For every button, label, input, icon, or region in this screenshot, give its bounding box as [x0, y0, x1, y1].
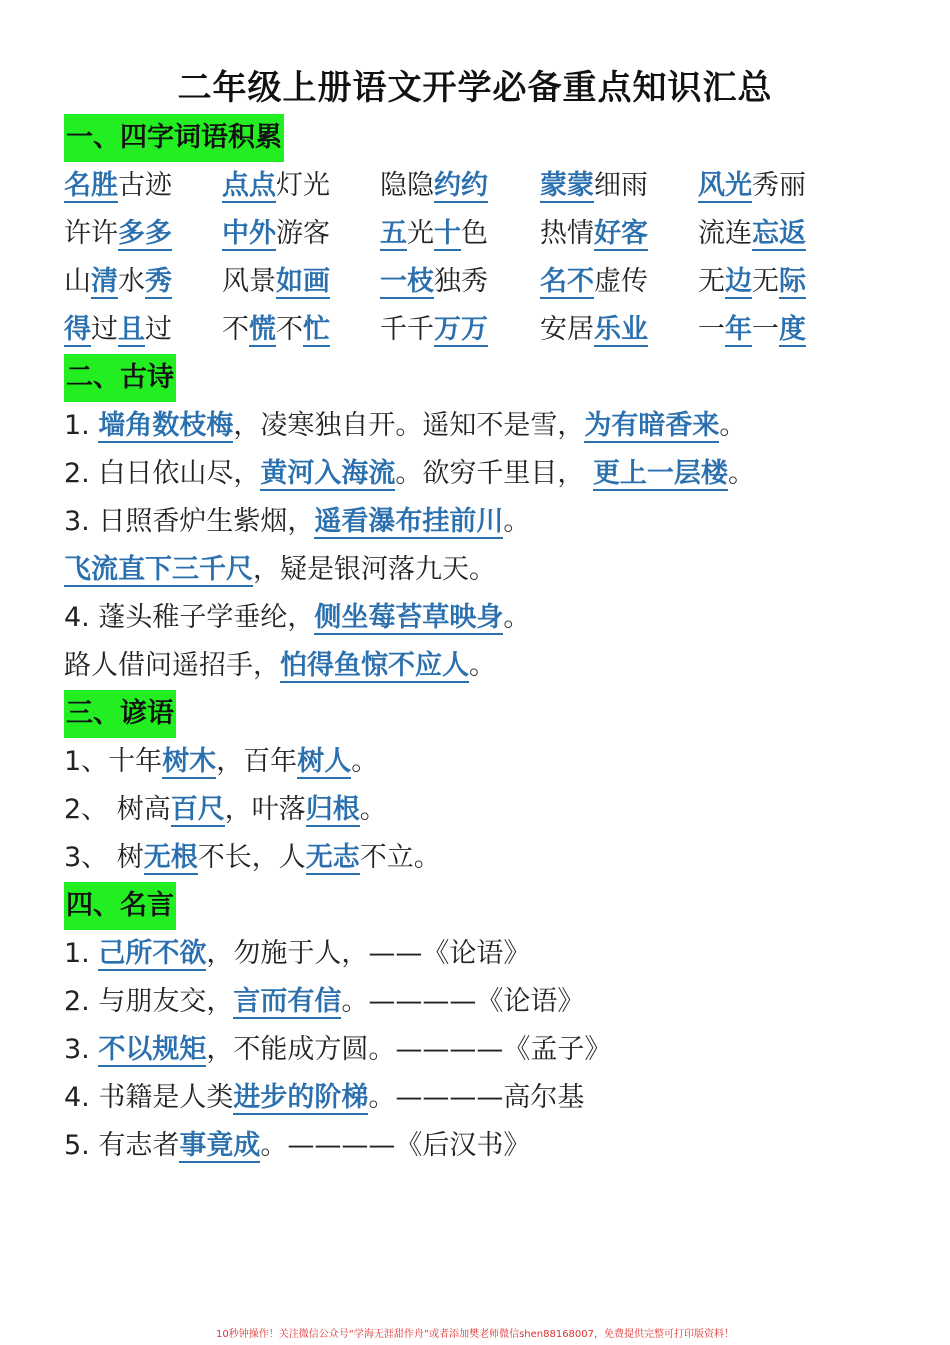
page-title: 二年级上册语文开学必备重点知识汇总 — [177, 68, 773, 108]
idiom-answer: 乐业 — [594, 314, 648, 345]
poem-text: ，疑是银河落九天。 — [253, 554, 496, 585]
idiom-text: 隐隐 — [380, 170, 434, 201]
quote-text: 1. — [64, 938, 99, 969]
idiom-answer: 忘返 — [752, 218, 806, 249]
idiom-text: 无 — [752, 266, 779, 297]
idiom-answer: 万万 — [434, 314, 488, 345]
idiom-answer: 如画 — [276, 266, 330, 297]
idiom-text: 秀丽 — [752, 170, 806, 201]
proverb-text: ，百年 — [216, 746, 298, 777]
poem-answer: 为有暗香来 — [584, 410, 720, 441]
idiom-answer: 际 — [779, 266, 806, 297]
idiom-text: 细雨 — [594, 170, 648, 201]
quote-text: 4. 书籍是人类 — [64, 1082, 234, 1113]
proverb-text: 不立。 — [359, 842, 441, 873]
idiom-text: 不 — [276, 314, 303, 345]
idiom-text: 独秀 — [434, 266, 488, 297]
proverb-text: 1、十年 — [64, 746, 163, 777]
proverb-text: 。 — [359, 794, 387, 825]
poem-text: 。欲穷千里目， — [395, 458, 593, 489]
proverb-text: 不长，人 — [197, 842, 306, 873]
quote-line — [64, 978, 584, 1026]
idiom-answer: 风光 — [698, 170, 752, 201]
poem-text: 。 — [469, 650, 496, 681]
poem-text: 。 — [719, 410, 747, 441]
proverb-text: ，叶落 — [224, 794, 306, 825]
section-heading-proverbs: 三、谚语 — [64, 690, 176, 738]
quote-text: 3. — [64, 1034, 99, 1065]
quote-text: 。————高尔基 — [368, 1082, 585, 1113]
idiom-item — [698, 306, 806, 354]
proverb-answer: 无志 — [305, 842, 360, 873]
poem-text: 。 — [727, 458, 755, 489]
idiom-item — [540, 258, 648, 306]
section-heading-quotes: 四、名言 — [64, 882, 176, 930]
idiom-text: 一 — [698, 314, 725, 345]
idiom-answer: 清 — [91, 266, 118, 297]
idiom-text: 古迹 — [118, 170, 172, 201]
idiom-answer: 点点 — [222, 170, 276, 201]
idiom-item — [540, 162, 648, 210]
poem-text: ，凌寒独自开。遥知不是雪， — [233, 410, 585, 441]
proverb-answer: 归根 — [305, 794, 360, 825]
poem-answer: 怕得鱼惊不应人 — [280, 650, 469, 681]
poem-text: 2. 白日依山尽， — [64, 458, 261, 489]
idiom-item — [222, 306, 330, 354]
idiom-text: 过 — [145, 314, 172, 345]
idiom-answer: 五 — [380, 218, 407, 249]
idiom-text: 许许 — [64, 218, 118, 249]
idiom-answer: 慌 — [249, 314, 276, 345]
quote-text: 。————《论语》 — [341, 986, 585, 1017]
proverb-text: 2、 树高 — [64, 794, 171, 825]
poem-answer: 更上一层楼 — [592, 458, 728, 489]
idiom-answer: 好客 — [594, 218, 648, 249]
poem-answer: 遥看瀑布挂前川 — [314, 506, 504, 537]
quote-answer: 不以规矩 — [98, 1034, 207, 1065]
footer-notice: 10秒钟操作！关注微信公众号“学海无涯甜作舟”或者添加樊老师微信shen88168007，免费提供完整可打印版资料！ — [215, 1329, 735, 1340]
idiom-text: 流连 — [698, 218, 752, 249]
idiom-answer: 年 — [725, 314, 752, 345]
idiom-text: 风景 — [222, 266, 276, 297]
quote-text: 2. 与朋友交， — [64, 986, 234, 1017]
quote-answer: 己所不欲 — [98, 938, 207, 969]
idiom-item — [540, 210, 648, 258]
idiom-answer: 忙 — [303, 314, 330, 345]
proverb-line — [64, 786, 387, 834]
poem-text: 3. 日照香炉生紫烟， — [64, 506, 315, 537]
quote-line — [64, 1122, 530, 1170]
idiom-answer: 蒙蒙 — [540, 170, 594, 201]
quote-text: 。————《后汉书》 — [260, 1130, 531, 1161]
idiom-item — [540, 306, 648, 354]
idiom-item — [380, 210, 488, 258]
idiom-item — [380, 162, 488, 210]
idiom-item — [222, 258, 330, 306]
idiom-item — [698, 258, 806, 306]
idiom-item — [64, 306, 172, 354]
idiom-item — [380, 258, 488, 306]
idiom-item — [64, 210, 172, 258]
quote-answer: 进步的阶梯 — [233, 1082, 369, 1113]
idiom-answer: 名胜 — [64, 170, 118, 201]
proverb-line — [64, 738, 378, 786]
idiom-text: 安居 — [540, 314, 594, 345]
idiom-answer: 一枝 — [380, 266, 434, 297]
quote-answer: 事竟成 — [179, 1130, 261, 1161]
idiom-answer: 度 — [779, 314, 806, 345]
poem-line — [64, 546, 496, 594]
idiom-item — [380, 306, 488, 354]
idiom-answer: 约约 — [434, 170, 488, 201]
idiom-item — [64, 162, 172, 210]
poem-line — [64, 402, 746, 450]
idiom-text: 水 — [118, 266, 145, 297]
idiom-item — [698, 210, 806, 258]
poem-text: 。 — [503, 506, 531, 537]
poem-text: 1. — [64, 410, 99, 441]
idiom-text: 色 — [461, 218, 488, 249]
poem-line — [64, 450, 755, 498]
proverb-text: 。 — [351, 746, 379, 777]
idiom-text: 虚传 — [594, 266, 648, 297]
idiom-text: 一 — [752, 314, 779, 345]
quote-answer: 言而有信 — [233, 986, 342, 1017]
idiom-text: 灯光 — [276, 170, 330, 201]
idiom-item — [222, 210, 330, 258]
idiom-text: 无 — [698, 266, 725, 297]
idiom-text: 山 — [64, 266, 91, 297]
idiom-answer: 十 — [434, 218, 461, 249]
idiom-answer: 边 — [725, 266, 752, 297]
idiom-text: 光 — [407, 218, 434, 249]
idiom-answer: 得 — [64, 314, 91, 345]
poem-answer: 黄河入海流 — [260, 458, 396, 489]
section-heading-poems: 二、古诗 — [64, 354, 176, 402]
quote-text: ，不能成方圆。————《孟子》 — [206, 1034, 612, 1065]
idiom-answer: 中外 — [222, 218, 276, 249]
poem-answer: 墙角数枝梅 — [98, 410, 234, 441]
proverb-answer: 百尺 — [170, 794, 225, 825]
quote-line — [64, 930, 530, 978]
idiom-item — [222, 162, 330, 210]
proverb-text: 3、 树 — [64, 842, 144, 873]
quote-line — [64, 1026, 611, 1074]
poem-line — [64, 498, 530, 546]
quote-text: 5. 有志者 — [64, 1130, 180, 1161]
section-heading-idioms: 一、四字词语积累 — [64, 114, 284, 162]
idiom-text: 千千 — [380, 314, 434, 345]
proverb-answer: 树木 — [162, 746, 217, 777]
poem-line — [64, 642, 496, 690]
idiom-item — [64, 258, 172, 306]
poem-line — [64, 594, 530, 642]
poem-answer: 飞流直下三千尺 — [64, 554, 253, 585]
poem-text: 4. 蓬头稚子学垂纶， — [64, 602, 315, 633]
quote-text: ，勿施于人，——《论语》 — [206, 938, 531, 969]
idiom-text: 游客 — [276, 218, 330, 249]
idiom-answer: 名不 — [540, 266, 594, 297]
poem-text: 路人借问遥招手， — [64, 650, 280, 681]
proverb-line — [64, 834, 441, 882]
poem-text: 。 — [503, 602, 531, 633]
idiom-item — [698, 162, 806, 210]
poem-answer: 侧坐莓苔草映身 — [314, 602, 504, 633]
idiom-answer: 多多 — [118, 218, 172, 249]
idiom-answer: 秀 — [145, 266, 172, 297]
idiom-text: 过 — [91, 314, 118, 345]
idiom-text: 热情 — [540, 218, 594, 249]
idiom-answer: 且 — [118, 314, 145, 345]
proverb-answer: 树人 — [297, 746, 352, 777]
proverb-answer: 无根 — [143, 842, 198, 873]
idiom-text: 不 — [222, 314, 249, 345]
quote-line — [64, 1074, 584, 1122]
